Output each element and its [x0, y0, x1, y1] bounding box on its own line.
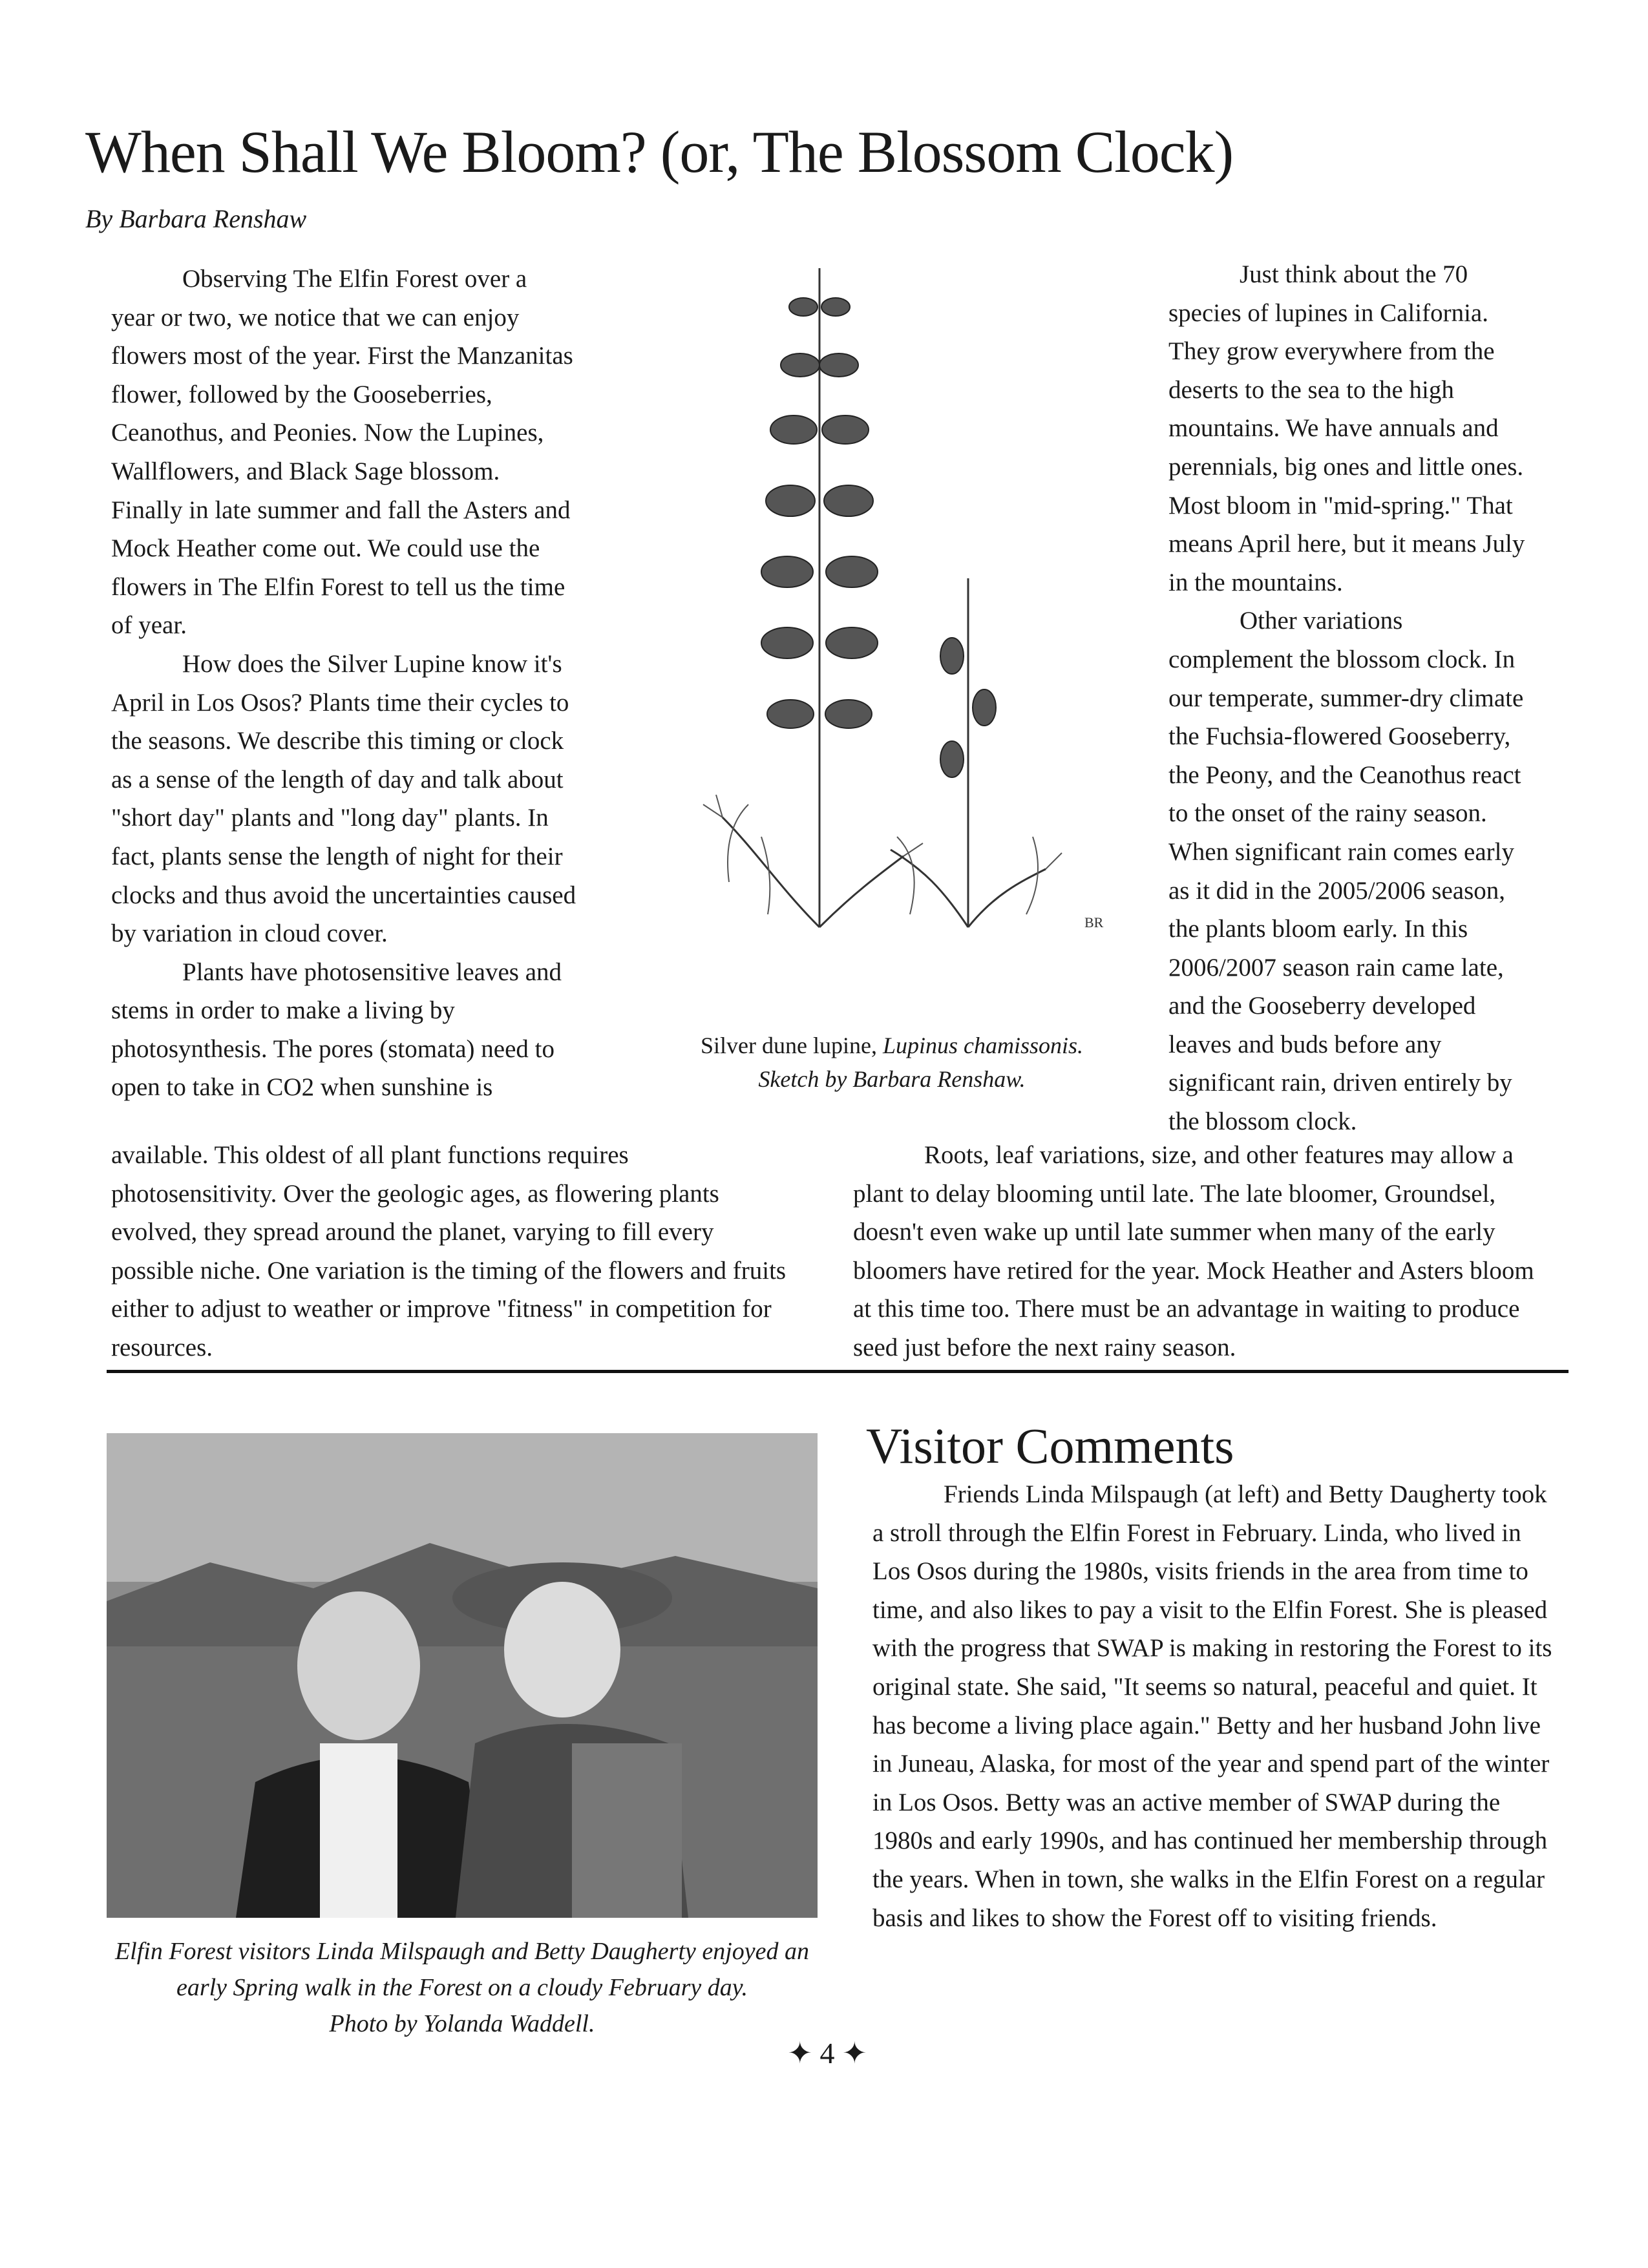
paragraph: How does the Silver Lupine know it's April in Los Osos? Plants time their cycles to the seasons. We describe this timing or clock as a sense of the length of day and talk about "short day" plants and "long day" plants. In fact, plants sense the length of night for their clocks and thus avoid the uncertainties caused by variation in cloud cover. [111, 649, 576, 948]
paragraph: Observing The Elfin Forest over a year or two, we notice that we can enjoy flowers most of the year. First the Manzanitas flower, followed by the Gooseberries, Ceanothus, and Peonies. Now the Lupines, Wallflowers, and Black Sage blossom. Finally in late summer and fall the Asters and Mock Heather come out. We could use the flowers in The Elfin Forest to tell us the time of year. [111, 265, 573, 640]
paragraph: Friends Linda Milspaugh (at left) and Betty Daugherty took a stroll through the Elfin Forest in February. Linda, who lived in Los Osos during the 1980s, visits friends in the area from time to time, and also likes to pay a visit to the Elfin Forest. She is pleased with the progress that SWAP is making in restoring the Forest to its original state. She said, "It seems so natural, peaceful and quiet. It has become a living place again." Betty and her husband John live in Juneau, Alaska, for most of the year and spend part of the winter in Los Osos. Betty was an active member of SWAP during the 1980s and early 1990s, and has continued her membership through the years. When in town, she walks in the Elfin Forest on a regular basis and likes to show the Forest off to visiting friends. [872, 1480, 1552, 1932]
visitor-comments-title: Visitor Comments [866, 1418, 1234, 1474]
right-bottom-text [853, 1136, 1555, 1367]
sketch-caption [646, 1029, 1137, 1096]
article-title: When Shall We Bloom? (or, The Blossom Clock) [85, 119, 1234, 185]
photo-caption-text: Elfin Forest visitors Linda Milspaugh and Betty Daugherty enjoyed an early Spring walk in the Forest on a cloudy February day. [114, 1938, 810, 2001]
sketch-caption-text: Silver dune lupine, [701, 1033, 883, 1058]
section-divider [107, 1370, 1569, 1373]
article-byline: By Barbara Renshaw [85, 204, 307, 233]
sketch-caption-latin: Lupinus chamissonis. [882, 1033, 1083, 1058]
sketch-caption-credit: Sketch by Barbara Renshaw. [758, 1066, 1026, 1092]
photo-credit: Photo by Yolanda Waddell. [329, 2010, 595, 2037]
paragraph: Plants have photosensitive leaves and stems in order to make a living by photosynthesis. The pores (stomata) need to open to take in CO2 when sunshine is [111, 958, 562, 1102]
paragraph: Just think about the 70 species of lupines in California. They grow everywhere from the deserts to the sea to the high mountains. We have annuals and perennials, big ones and little ones. Most bloom in "mid-spring." That means April here, but it means July in the mountains. [1168, 260, 1525, 596]
left-bottom-text [111, 1136, 796, 1367]
paragraph: Other variations complement the blossom clock. In our temperate, summer-dry climate the Fuchsia-flowered Gooseberry, the Peony, and the Ceanothus react to the onset of the rainy season. When significant rain comes early as it did in the 2005/2006 season, the plants bloom early. In this 2006/2007 season rain came late, and the Gooseberry developed leaves and buds before any significant rain, driven entirely by the blossom clock. [1168, 607, 1524, 1136]
visitor-comments-body [872, 1475, 1558, 1937]
right-column [1168, 255, 1530, 1141]
photo-caption [107, 1933, 818, 2042]
paragraph: available. This oldest of all plant functions requires photosensitivity. Over the geologic ages, as flowering plants evolved, they spread around the planet, varying to fill every possible niche. One variation is the timing of the flowers and fruits either to adjust to weather or improve "fitness" in competition for resources. [111, 1141, 787, 1361]
page-number: ✦ 4 ✦ [787, 2037, 867, 2070]
visitors-photo [107, 1433, 818, 1918]
paragraph: Roots, leaf variations, size, and other features may allow a plant to delay blooming until late. The late bloomer, Groundsel, doesn't even wake up until late summer when many of the early bloomers have retired for the year. Mock Heather and Asters bloom at this time too. There must be an advantage in waiting to produce seed just before the next rainy season. [853, 1141, 1534, 1361]
lupine-sketch [684, 255, 1110, 998]
left-column [111, 260, 576, 1107]
svg-text:BR: BR [1084, 914, 1104, 930]
